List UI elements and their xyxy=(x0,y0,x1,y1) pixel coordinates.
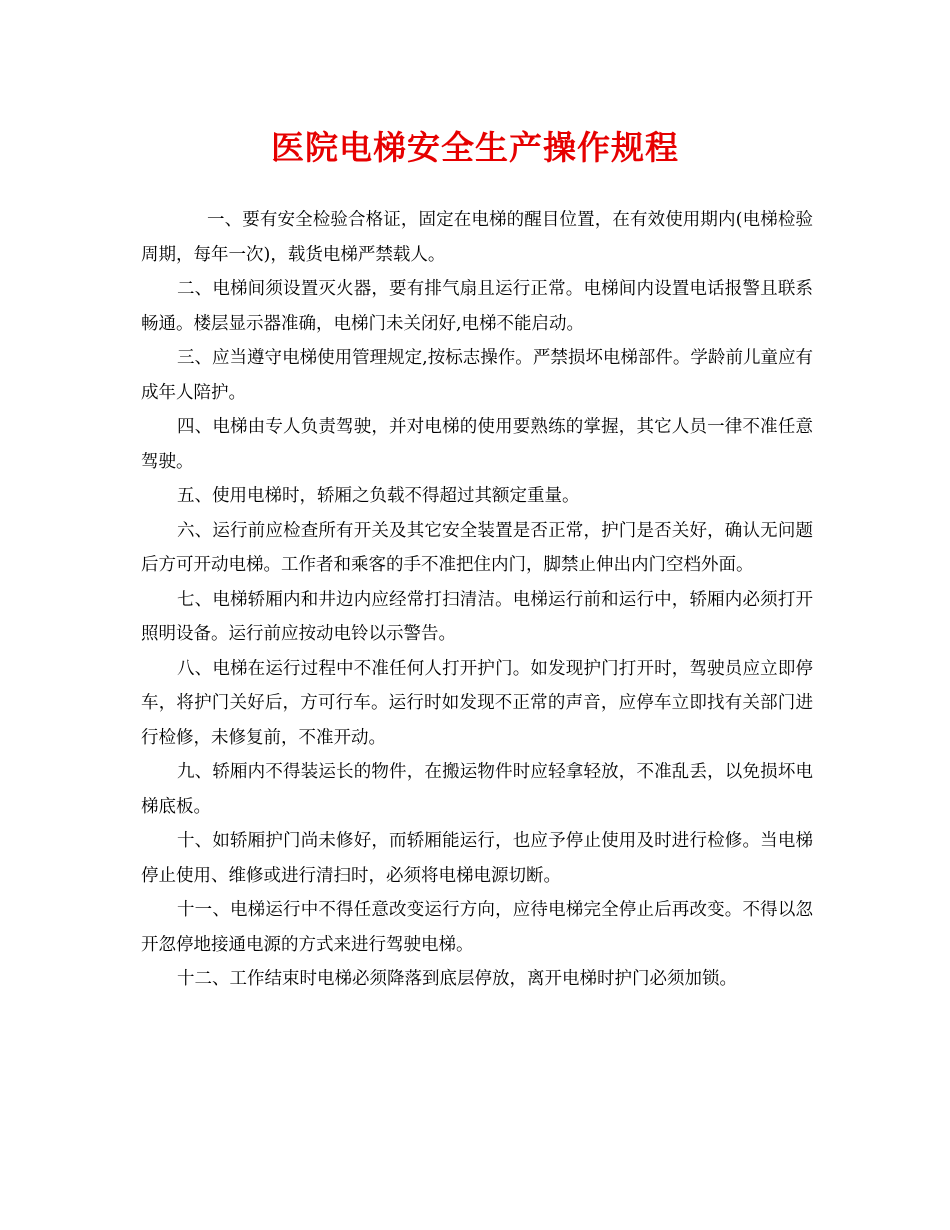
paragraph-12: 十二、工作结束时电梯必须降落到底层停放，离开电梯时护门必须加锁。 xyxy=(177,969,737,989)
paragraph-6: 六、运行前应检查所有开关及其它安全装置是否正常，护门是否关好，确认无问题后方可开动电梯。工作者和乘客的手不准把住内门，脚禁止伸出内门空档外面。 xyxy=(141,520,813,575)
paragraph-9: 九、轿厢内不得装运长的物件，在搬运物件时应轻拿轻放，不准乱丢，以免损坏电梯底板。 xyxy=(141,762,813,817)
paragraph-3: 三、应当遵守电梯使用管理规定,按标志操作。严禁损坏电梯部件。学龄前儿童应有成年人陪护。 xyxy=(141,348,813,403)
paragraph-7: 七、电梯轿厢内和井边内应经常打扫清洁。电梯运行前和运行中，轿厢内必须打开照明设备。运行前应按动电铃以示警告。 xyxy=(141,589,813,644)
paragraph-5: 五、使用电梯时，轿厢之负载不得超过其额定重量。 xyxy=(177,486,580,506)
document-body xyxy=(141,203,813,997)
paragraph-1: 一、要有安全检验合格证，固定在电梯的醒目位置，在有效使用期内(电梯检验周期，每年一次)，载货电梯严禁载人。 xyxy=(141,210,813,265)
paragraph-11: 十一、电梯运行中不得任意改变运行方向，应待电梯完全停止后再改变。不得以忽开忽停地接通电源的方式来进行驾驶电梯。 xyxy=(141,900,813,955)
paragraph-2: 二、电梯间须设置灭火器，要有排气扇且运行正常。电梯间内设置电话报警且联系畅通。楼层显示器准确，电梯门未关闭好,电梯不能启动。 xyxy=(141,279,813,334)
paragraph-4: 四、电梯由专人负责驾驶，并对电梯的使用要熟练的掌握，其它人员一律不准任意驾驶。 xyxy=(141,417,813,472)
paragraph-10: 十、如轿厢护门尚未修好，而轿厢能运行，也应予停止使用及时进行检修。当电梯停止使用、维修或进行清扫时，必须将电梯电源切断。 xyxy=(141,831,813,886)
document-title: 医院电梯安全生产操作规程 xyxy=(271,128,679,167)
paragraph-8: 八、电梯在运行过程中不准任何人打开护门。如发现护门打开时，驾驶员应立即停车，将护门关好后，方可行车。运行时如发现不正常的声音，应停车立即找有关部门进行检修，未修复前，不准开动。 xyxy=(141,658,813,748)
